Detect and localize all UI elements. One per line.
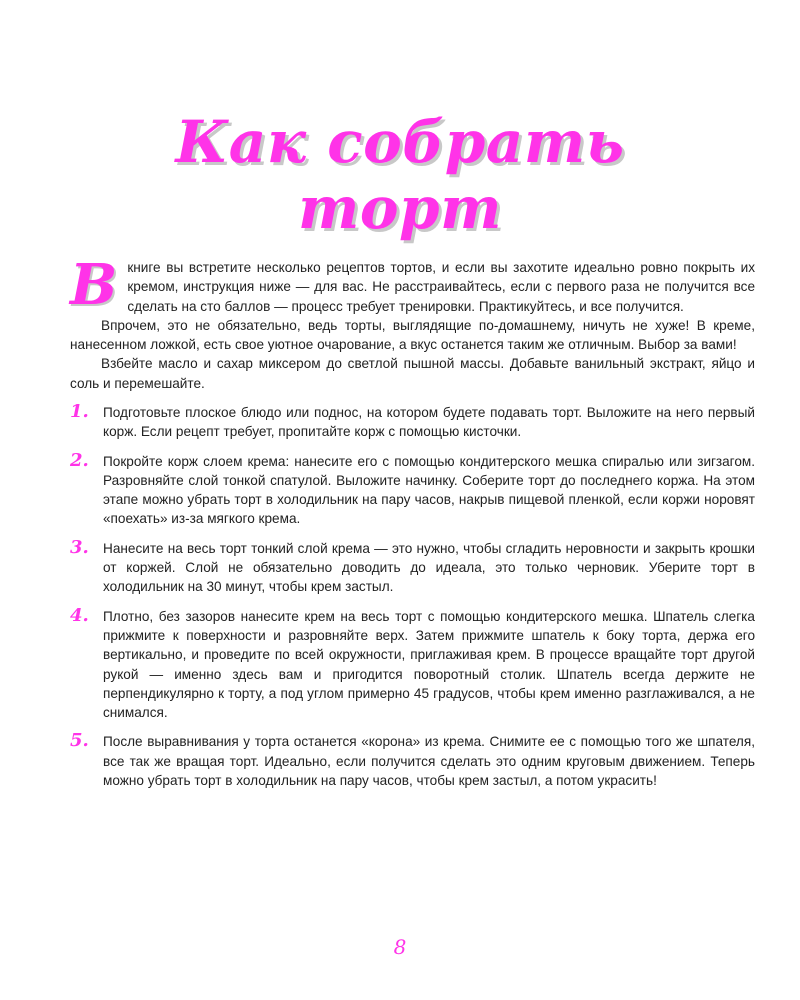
step-text: Покройте корж слоем крема: нанесите его с помощью кондитерского мешка спиралью или зигзагом. Разровняйте слой тонкой спатулой. Выложите начинку. Соберите торт до последнего коржа. На этом этапе можно убрать торт в холодильник на пару часов, накрыв пищевой пленкой, если коржи норовят «поехать» из-за мягкого крема. <box>103 453 755 527</box>
step-item-5 <box>70 732 755 790</box>
step-item-2 <box>70 449 755 529</box>
step-number: 3. <box>70 536 89 558</box>
step-number: 1. <box>70 401 89 422</box>
intro-section <box>70 252 755 393</box>
intro-paragraph-1 <box>70 252 755 318</box>
step-text: Нанесите на весь торт тонкий слой крема — это нужно, чтобы сгладить неровности и закрыть крошки от коржей. Слой не обязательно доводить до идеала, это только черновик. Уберите торт в холодильник на 30 минут, чтобы крем застыл. <box>103 540 755 595</box>
steps-list <box>70 403 755 800</box>
step-number: 2. <box>70 449 89 471</box>
step-item-4 <box>70 604 755 723</box>
step-number: 5. <box>70 730 89 752</box>
step-item-3 <box>70 536 755 597</box>
intro-paragraph-1-text: книге вы встретите несколько рецептов тортов, и если вы захотите идеально ровно покрыть их кремом, инструкция ниже — для вас. Не расстраивайтесь, если с первого раза не получится все сделать на сто баллов — процесс требует тренировки. Практикуйтесь, и все получится. <box>127 260 755 314</box>
step-text: Подготовьте плоское блюдо или поднос, на котором будете подавать торт. Выложите на него первый корж. Если рецепт требует, пропитайте корж с помощью кисточки. <box>103 405 755 440</box>
step-number: 4. <box>70 604 89 626</box>
intro-paragraph-3: Взбейте масло и сахар миксером до светлой пышной массы. Добавьте ванильный экстракт, яйцо и соль и перемешайте. <box>70 356 755 391</box>
step-item-1 <box>70 403 755 442</box>
title-line-2: торт <box>298 173 502 242</box>
step-text: После выравнивания у торта останется «корона» из крема. Снимите ее с помощью того же шпателя, все так же вращая торт. Идеально, если получится сделать это одним круговым движением. Теперь можно убрать торт в холодильник на пару часов, чтобы крем застыл, а потом украсить! <box>103 734 755 789</box>
drop-cap: В <box>70 252 118 318</box>
title-line-1: Как собрать <box>175 107 625 176</box>
intro-paragraph-2: Впрочем, это не обязательно, ведь торты, выглядящие по-домашнему, ничуть не хуже! В креме, нанесенном ложкой, есть свое уютное очарование, а вкус останется таким же отличным. Выбор за вами! <box>70 317 755 353</box>
page-number: 8 <box>393 935 407 959</box>
page-title <box>0 109 800 241</box>
step-text: Плотно, без зазоров нанесите крем на весь торт с помощью кондитерского мешка. Шпатель слегка прижмите к поверхности и разровняйте верх. Затем прижмите шпатель к боку торта, держа его вертикально, и проведите по всей окружности, приглаживая крем. В процессе вращайте торт другой рукой — именно здесь вам и пригодится поворотный столик. Шпатель всегда держите не перпендикулярно к торту, а под углом примерно 45 градусов, чтобы крем именно разглаживался, а не снимался. <box>103 608 755 721</box>
